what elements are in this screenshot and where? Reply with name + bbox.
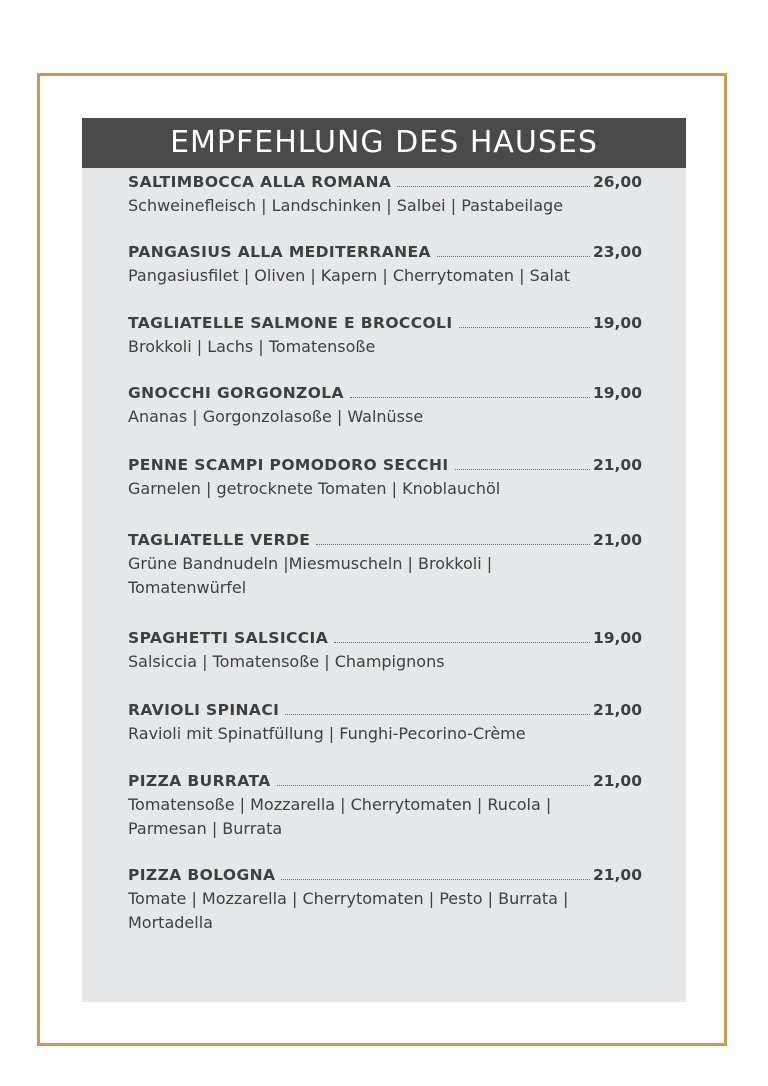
menu-item (128, 626, 642, 674)
dish-price: 19,00 (592, 314, 642, 332)
dish-description: Grüne Bandnudeln |Miesmuscheln | Brokkoli | Tomatenwürfel (128, 554, 493, 597)
dot-leader (459, 326, 590, 328)
dot-leader (397, 185, 590, 187)
menu-item (128, 453, 642, 501)
dot-leader (334, 641, 590, 643)
menu-item (128, 170, 642, 218)
dish-description: Brokkoli | Lachs | Tomatensoße (128, 337, 376, 356)
dish-name: TAGLIATELLE VERDE (128, 531, 311, 549)
dish-description: Ravioli mit Spinatfüllung | Funghi-Pecorino-Crème (128, 724, 526, 743)
dish-price: 21,00 (592, 866, 642, 884)
dot-leader (281, 878, 590, 880)
dish-price: 21,00 (592, 456, 642, 474)
menu-item (128, 528, 642, 600)
dot-leader (285, 713, 590, 715)
dish-price: 23,00 (592, 243, 642, 261)
menu-item (128, 769, 642, 841)
dot-leader (277, 784, 590, 786)
dot-leader (455, 468, 590, 470)
dish-name: SPAGHETTI SALSICCIA (128, 629, 329, 647)
dish-name: PIZZA BOLOGNA (128, 866, 276, 884)
dish-name: PIZZA BURRATA (128, 772, 271, 790)
dish-name: PANGASIUS ALLA MEDITERRANEA (128, 243, 431, 261)
dot-leader (350, 396, 590, 398)
menu-item (128, 863, 642, 935)
dish-price: 21,00 (592, 531, 642, 549)
menu-item (128, 698, 642, 746)
menu-panel (82, 118, 686, 1002)
dish-description: Schweinefleisch | Landschinken | Salbei | Pastabeilage (128, 196, 564, 215)
dot-leader (316, 543, 590, 545)
dish-name: RAVIOLI SPINACI (128, 701, 280, 719)
dish-description: Salsiccia | Tomatensoße | Champignons (128, 652, 445, 671)
dish-price: 26,00 (592, 173, 642, 191)
dish-price: 19,00 (592, 629, 642, 647)
dish-description: Ananas | Gorgonzolasoße | Walnüsse (128, 407, 424, 426)
menu-title: EMPFEHLUNG DES HAUSES (82, 118, 686, 168)
menu-item (128, 240, 642, 288)
dish-description: Tomate | Mozzarella | Cherrytomaten | Pesto | Burrata | Mortadella (128, 889, 569, 932)
dish-price: 19,00 (592, 384, 642, 402)
dish-price: 21,00 (592, 772, 642, 790)
dish-name: PENNE SCAMPI POMODORO SECCHI (128, 456, 449, 474)
dot-leader (437, 255, 590, 257)
menu-item (128, 311, 642, 359)
dish-price: 21,00 (592, 701, 642, 719)
dish-description: Tomatensoße | Mozzarella | Cherrytomaten | Rucola | Parmesan | Burrata (128, 795, 552, 838)
dish-name: SALTIMBOCCA ALLA ROMANA (128, 173, 392, 191)
menu-item (128, 381, 642, 429)
dish-description: Pangasiusfilet | Oliven | Kapern | Cherrytomaten | Salat (128, 266, 571, 285)
dish-name: TAGLIATELLE SALMONE E BROCCOLI (128, 314, 453, 332)
dish-name: GNOCCHI GORGONZOLA (128, 384, 344, 402)
dish-description: Garnelen | getrocknete Tomaten | Knoblauchöl (128, 479, 501, 498)
